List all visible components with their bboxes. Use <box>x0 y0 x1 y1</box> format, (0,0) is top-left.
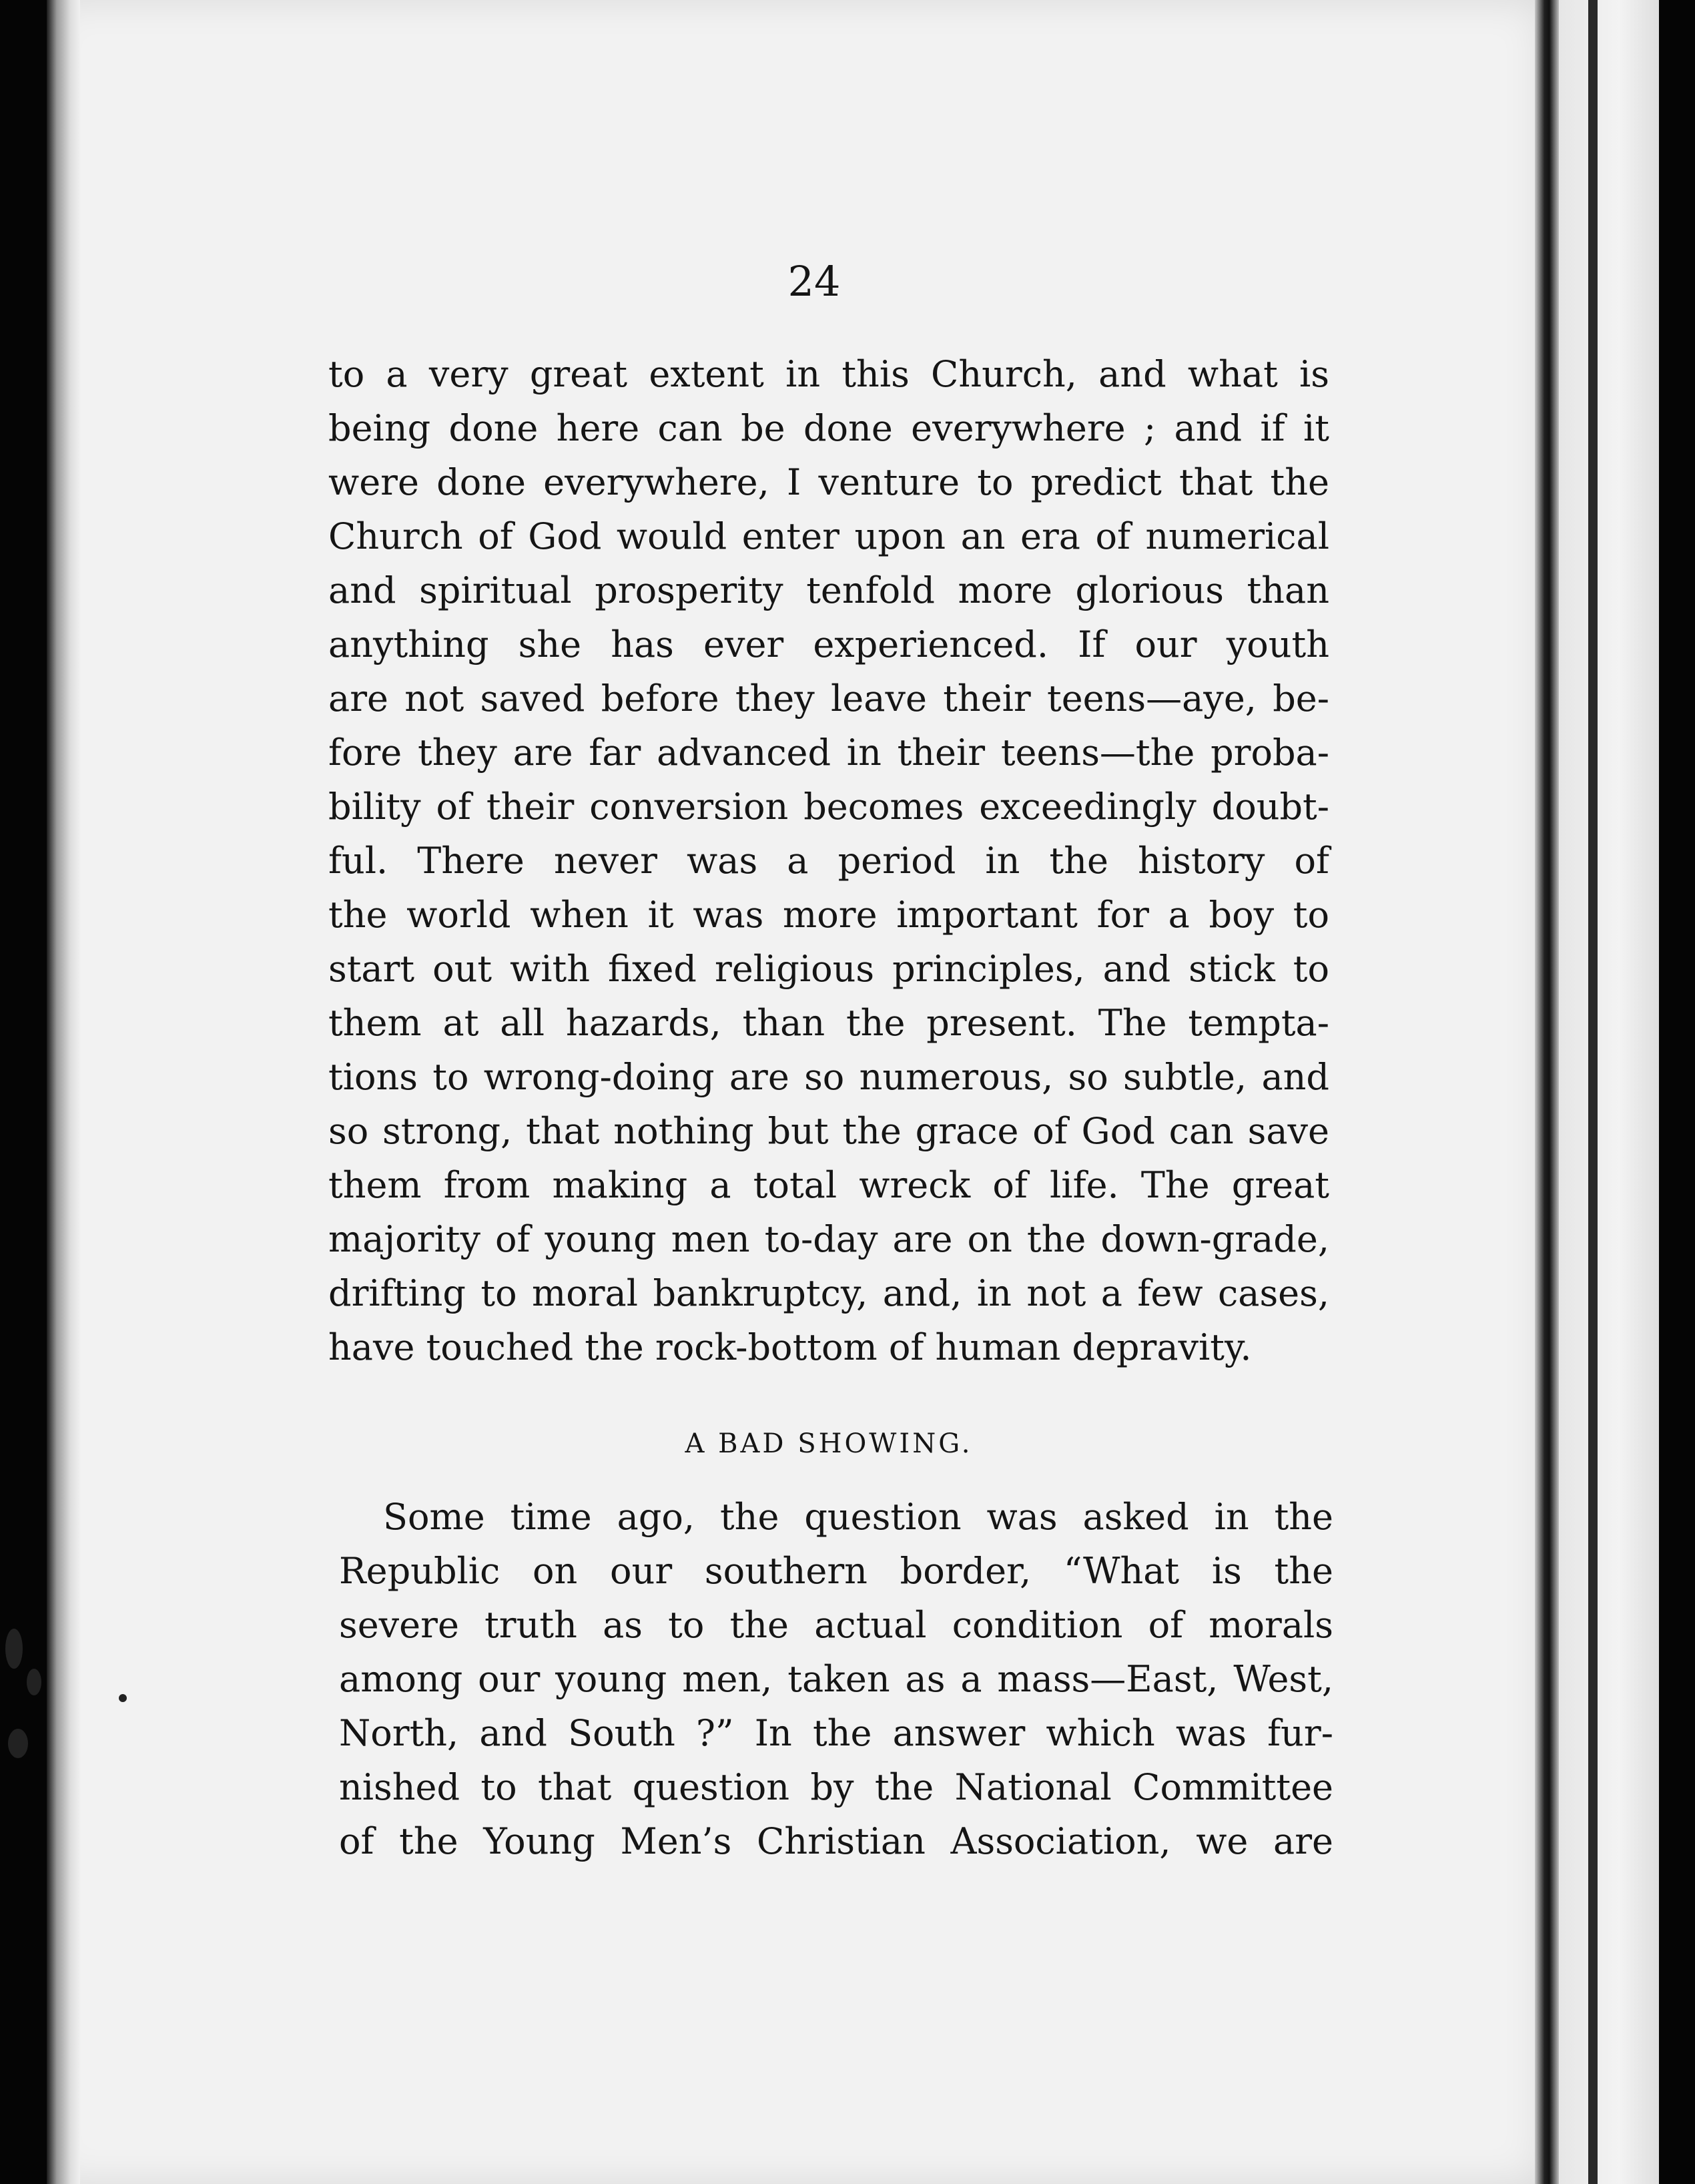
text-line: majority of young men to-day are on the down-grade, <box>328 1218 1329 1260</box>
text-line: them at all hazards, than the present. The tempta- <box>328 1002 1329 1044</box>
text-line: nished to that question by the National Committee <box>339 1766 1333 1808</box>
text-line: Republic on our southern border, “What is the <box>339 1550 1333 1592</box>
text-line: North, and South ?” In the answer which was fur- <box>339 1712 1333 1754</box>
text-line: and spiritual prosperity tenfold more glorious than <box>328 569 1329 611</box>
facing-page-edge <box>1559 0 1659 2184</box>
text-line: bility of their conversion becomes exceedingly doubt- <box>328 786 1329 828</box>
page-number: 24 <box>787 257 841 306</box>
text-line: drifting to moral bankruptcy, and, in not a few cases, <box>328 1272 1329 1314</box>
text-line: being done here can be done everywhere ; and if it <box>328 407 1329 449</box>
text-line: fore they are far advanced in their teens—the proba- <box>328 732 1329 774</box>
text-line: ful. There never was a period in the history of <box>328 840 1329 882</box>
text-line: start out with fixed religious principles, and stick to <box>328 948 1329 990</box>
paragraph-1 <box>328 347 1329 1374</box>
paragraph-2 <box>339 1490 1333 1868</box>
facing-page-shadow <box>1588 0 1598 2184</box>
text-line: of the Young Men’s Christian Association, we are <box>339 1820 1333 1862</box>
text-line: severe truth as to the actual condition of morals <box>339 1604 1333 1646</box>
scan-speck <box>119 1694 127 1702</box>
scan-speck <box>27 1669 41 1695</box>
scan-speck <box>8 1729 28 1758</box>
page-left-edge <box>47 0 80 2184</box>
section-heading: A BAD SHOWING. <box>685 1428 973 1459</box>
text-line: tions to wrong-doing are so numerous, so subtle, and <box>328 1056 1329 1098</box>
text-line: the world when it was more important for a boy to <box>328 894 1329 936</box>
text-line: are not saved before they leave their teens—aye, be- <box>328 677 1329 720</box>
text-line: Some time ago, the question was asked in the <box>383 1496 1333 1538</box>
text-line: so strong, that nothing but the grace of God can save <box>328 1110 1329 1152</box>
text-line: have touched the rock-bottom of human depravity. <box>328 1326 1252 1368</box>
text-line: among our young men, taken as a mass—East, West, <box>339 1658 1333 1700</box>
text-line: Church of God would enter upon an era of numerical <box>328 515 1329 557</box>
book-gutter <box>1535 0 1559 2184</box>
scan-speck <box>5 1629 23 1669</box>
text-line: them from making a total wreck of life. The great <box>328 1164 1329 1206</box>
text-line: anything she has ever experienced. If our youth <box>328 623 1329 665</box>
text-line: to a very great extent in this Church, and what is <box>328 353 1329 395</box>
text-line: were done everywhere, I venture to predict that the <box>328 461 1329 503</box>
